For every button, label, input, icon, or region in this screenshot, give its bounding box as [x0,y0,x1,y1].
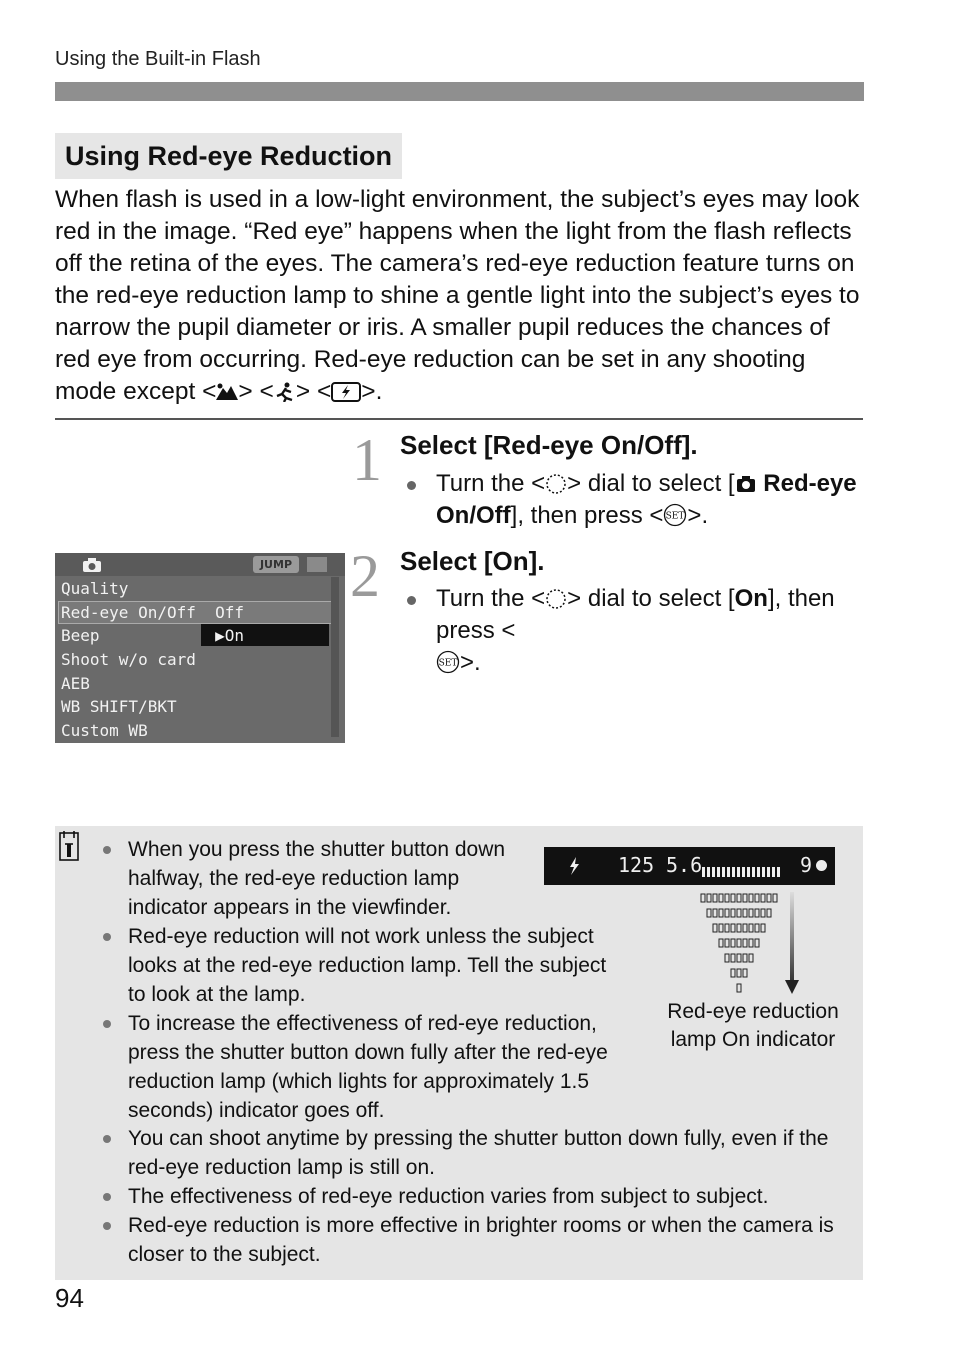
set-button-icon [436,650,460,674]
svg-text:SET: SET [438,658,458,669]
step-2-menu-value: On [734,585,768,612]
step-1-number: 1 [352,427,382,493]
step-1-text-b: > dial to select [ [567,470,735,497]
camera-tab-icon [735,474,757,494]
bullet-dot [103,1222,111,1230]
step-2-text-c: ], then press < [436,585,835,644]
intro-paragraph: When flash is used in a low-light environment, the subject’s eyes may look red in the image. “Red eye” happens when the light from the flash reflects off the retina of the eyes. The camera’s red-eye reduction feature turns on the red-eye reduction lamp to shine a gentle light into the subject’s eyes to narrow the pupil diameter or iris. A smaller pupil reduces the chances of red eye from occurring. Red-eye reduction can be set in any shooting mode except < > < > < >. [55,186,860,405]
flash-off-mode-icon [331,382,361,402]
bar-row-4 [725,954,753,962]
lcd-row: Shoot w/o card [61,650,196,669]
camera-tab-icon [81,557,103,573]
step-2-text-b: > dial to select [ [567,585,735,612]
lcd-row: Quality [61,579,129,598]
shots-remaining: 9 [800,853,813,877]
down-arrow-icon [785,980,799,994]
indicator-caption: Red-eye reduction lamp On indicator [667,1000,839,1051]
lcd-row: WB SHIFT/BKT [61,697,177,716]
note-item: When you press the shutter button down halfway, the red-eye reduction lamp indicator appears in the viewfinder. [128,835,528,922]
note-item: The effectiveness of red-eye reduction varies from subject to subject. [128,1182,848,1211]
step-2-instruction [436,583,866,679]
bar-row-3 [731,969,747,977]
bar-row-6 [713,924,765,932]
step-2-bullet-dot [407,596,416,605]
focus-confirmation-icon [816,860,827,871]
bar-row-8 [701,894,777,902]
intro-text: When flash is used in a low-light environment, the subject’s eyes may look red in the image. “Red eye” happens when the light from the flash reflects off the retina of the eyes. The camera’s red-eye reduction feature turns on the red-eye reduction lamp to shine a gentle light into the subject’s eyes to narrow the pupil diameter or iris. A smaller pupil reduces the chances of red eye from occurring. Red-eye reduction can be set in any shooting mode except [55,186,860,405]
step-1-text-a: Turn the < [436,470,546,497]
lcd-row: AEB [61,674,90,693]
note-item: You can shoot anytime by pressing the shutter button down fully, even if the red-eye reduction lamp is still on. [128,1124,848,1182]
step-2-text-a: Turn the < [436,585,546,612]
step-1-text-c: ], then press < [510,502,664,529]
lcd-row: Beep ▶On [61,626,245,645]
main-dial-icon [545,473,567,495]
bullet-dot [103,1135,111,1143]
bar-row-5 [719,939,759,947]
memo-icon [59,830,81,862]
arrow-shaft [790,892,794,982]
bar-row-7 [707,909,771,917]
step-1-title: Select [Red-eye On/Off]. [400,430,698,460]
page-number: 94 [55,1283,84,1313]
landscape-mode-icon [216,382,238,402]
set-button-icon [663,503,687,527]
step-1-text-d: >. [687,502,709,529]
svg-text:SET: SET [666,511,685,522]
section-title-box [55,133,402,179]
playback-tab-icon [307,557,327,572]
indicator-sequence-diagram [698,890,802,996]
lcd-menu-screenshot [55,553,345,743]
bullet-dot [103,1020,111,1028]
note-item: Red-eye reduction will not work unless the subject looks at the red-eye reduction lamp. Tell the subject to look at the lamp. [128,922,608,1009]
lcd-tab-bar [55,553,345,576]
step-1-instruction [436,468,866,532]
section-title: Using Red-eye Reduction [65,140,393,171]
bullet-dot [103,1193,111,1201]
main-dial-icon [545,588,567,610]
step-1-menu-item: Red-eye On/Off [436,470,857,529]
sports-mode-icon [274,382,296,402]
note-item: To increase the effectiveness of red-eye reduction, press the shutter button down fully after the red-eye reduction lamp (which lights for approximately 1.5 seconds) indicator goes off. [128,1009,613,1125]
divider [55,418,863,420]
running-header: Using the Built-in Flash [55,48,261,70]
jump-button: JUMP [253,556,299,573]
step-2-title: Select [On]. [400,546,545,576]
shutter-speed: 125 [618,853,655,877]
bullet-dot [103,846,111,854]
viewfinder-display [544,847,835,885]
step-2-number: 2 [350,543,380,609]
lcd-row: Custom WB [61,721,148,740]
step-1-bullet-dot [407,481,416,490]
note-item: Red-eye reduction is more effective in brighter rooms or when the camera is closer to the subject. [128,1211,848,1269]
aperture: 5.6 [666,853,703,877]
bar-row-1 [737,984,741,992]
bullet-dot [103,933,111,941]
lcd-row: Red-eye On/Off Off [61,603,245,622]
header-bar [55,82,864,101]
red-eye-lamp-indicator-bars [702,865,782,877]
step-2-text-d: >. [460,649,481,676]
lcd-scrollbar [331,577,339,737]
flash-icon [568,857,580,875]
